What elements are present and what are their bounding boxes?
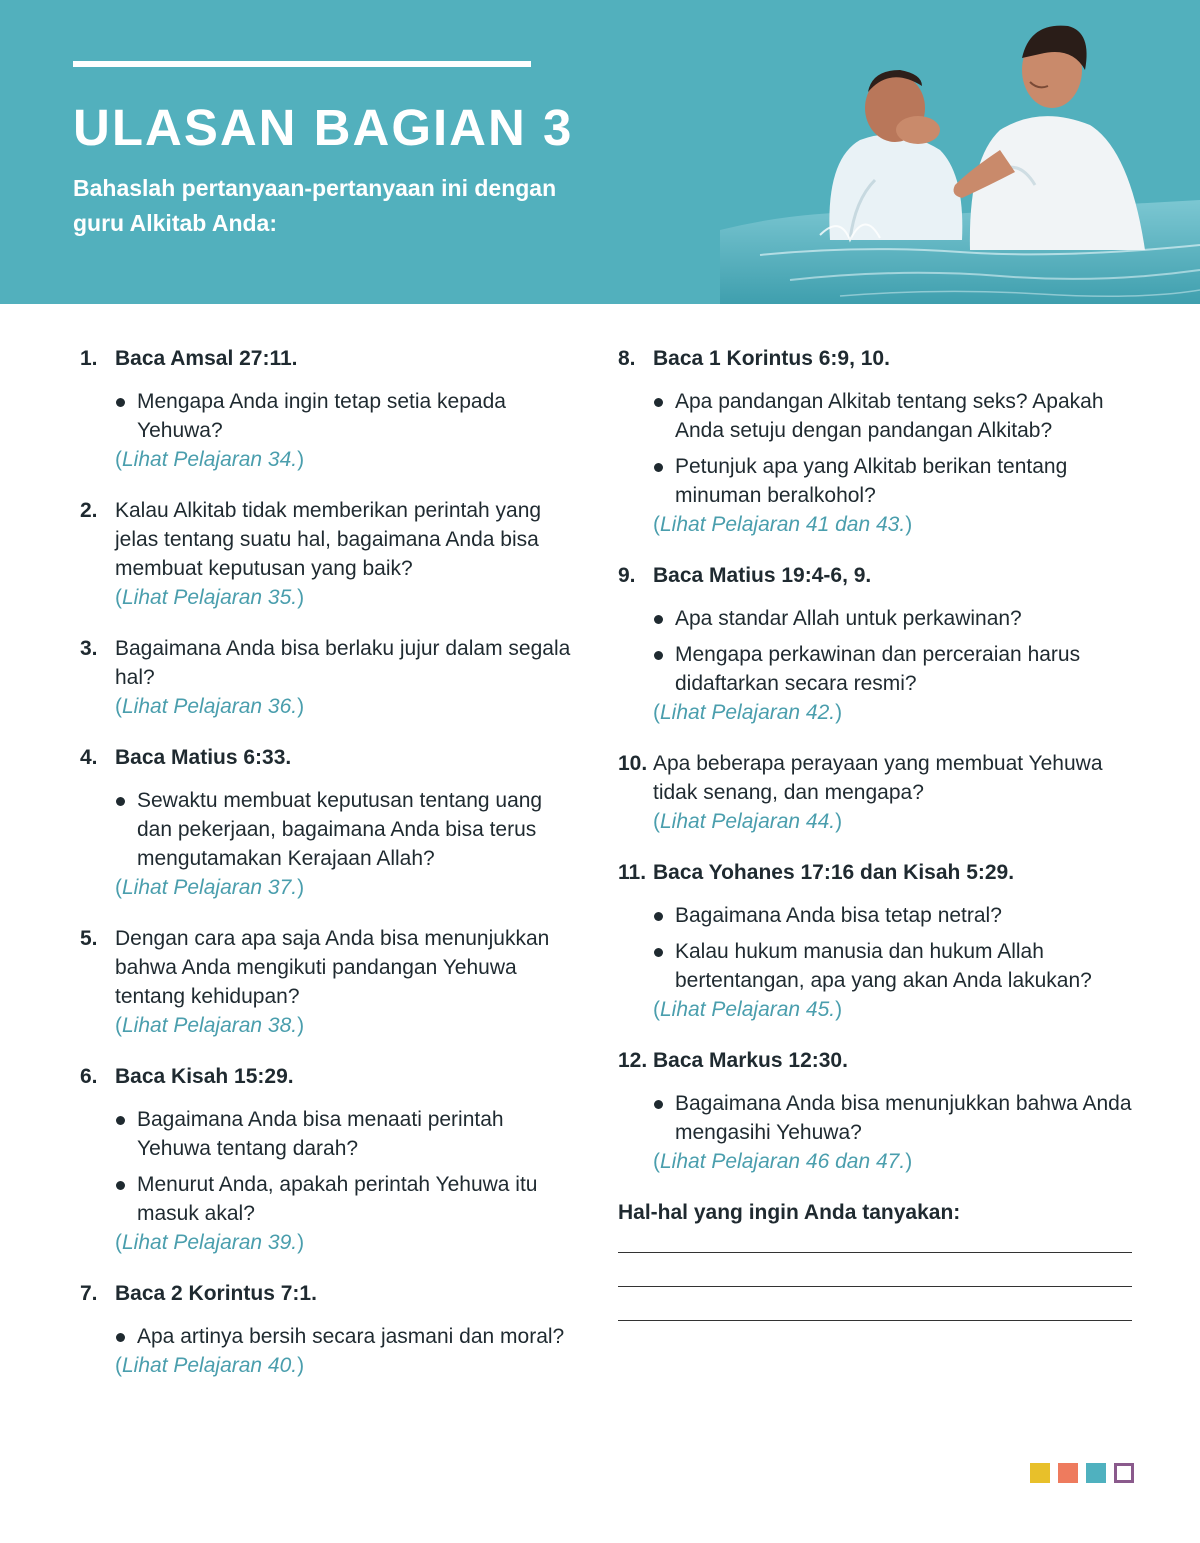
lesson-reference-text: Lihat Pelajaran 39. xyxy=(122,1231,298,1254)
lesson-reference-text: Lihat Pelajaran 38. xyxy=(122,1014,298,1037)
bullet-item: Petunjuk apa yang Alkitab berikan tentang minuman beralkohol? xyxy=(653,452,1138,510)
question-number: 8. xyxy=(618,347,636,370)
bullet-item: Bagaimana Anda bisa menunjukkan bahwa Anda mengasihi Yehuwa? xyxy=(653,1089,1138,1147)
question-item xyxy=(80,743,580,902)
header-banner xyxy=(0,0,1200,304)
question-item xyxy=(618,561,1138,727)
lesson-reference-text: Lihat Pelajaran 35. xyxy=(122,586,298,609)
header-rule xyxy=(73,61,531,67)
lesson-reference-text: Lihat Pelajaran 40. xyxy=(122,1354,298,1377)
notes-title: Hal-hal yang ingin Anda tanyakan: xyxy=(618,1201,961,1224)
color-square xyxy=(1030,1463,1050,1483)
bullet-item: Menurut Anda, apakah perintah Yehuwa itu masuk akal? xyxy=(115,1170,580,1228)
bullet-item: Kalau hukum manusia dan hukum Allah bertentangan, apa yang akan Anda lakukan? xyxy=(653,937,1138,995)
question-number: 2. xyxy=(80,499,98,522)
question-bullets xyxy=(653,387,1138,510)
question-item xyxy=(618,1046,1138,1176)
bullet-item: Mengapa perkawinan dan perceraian harus didaftarkan secara resmi? xyxy=(653,640,1138,698)
lesson-reference: (Lihat Pelajaran 34.) xyxy=(115,448,305,471)
question-number: 7. xyxy=(80,1282,98,1305)
lesson-reference: (Lihat Pelajaran 38.) xyxy=(115,1014,305,1037)
lesson-reference-text: Lihat Pelajaran 45. xyxy=(660,998,836,1021)
question-bullets xyxy=(653,1089,1138,1147)
question-text: Dengan cara apa saja Anda bisa menunjukkan bahwa Anda mengikuti pandangan Yehuwa tentang kehidupan? xyxy=(115,927,550,1008)
question-number: 9. xyxy=(618,564,636,587)
question-bullets xyxy=(115,1105,580,1228)
question-text: Apa beberapa perayaan yang membuat Yehuwa tidak senang, dan mengapa? xyxy=(653,752,1103,804)
question-text: Kalau Alkitab tidak memberikan perintah yang jelas tentang suatu hal, bagaimana Anda bisa membuat keputusan yang baik? xyxy=(115,499,542,580)
bullet-item: Apa standar Allah untuk perkawinan? xyxy=(653,604,1138,633)
question-bullets xyxy=(115,387,580,445)
note-line[interactable] xyxy=(618,1320,1132,1321)
bullet-item: Apa pandangan Alkitab tentang seks? Apakah Anda setuju dengan pandangan Alkitab? xyxy=(653,387,1138,445)
bullet-item: Bagaimana Anda bisa tetap netral? xyxy=(653,901,1138,930)
lesson-reference-text: Lihat Pelajaran 36. xyxy=(122,695,298,718)
lesson-reference-text: Lihat Pelajaran 44. xyxy=(660,810,836,833)
question-item xyxy=(618,344,1138,539)
question-bullets xyxy=(115,786,580,873)
questions-left-column xyxy=(80,344,580,1402)
question-text: Baca Matius 6:33. xyxy=(115,746,292,769)
lesson-reference-text: Lihat Pelajaran 34. xyxy=(122,448,298,471)
question-item xyxy=(80,634,580,721)
lesson-reference: (Lihat Pelajaran 36.) xyxy=(115,695,305,718)
color-square xyxy=(1086,1463,1106,1483)
question-text: Baca 2 Korintus 7:1. xyxy=(115,1282,317,1305)
bullet-item: Apa artinya bersih secara jasmani dan moral? xyxy=(115,1322,580,1351)
lesson-reference: (Lihat Pelajaran 39.) xyxy=(115,1231,305,1254)
bullet-item: Sewaktu membuat keputusan tentang uang dan pekerjaan, bagaimana Anda bisa terus mengutamakan Kerajaan Allah? xyxy=(115,786,580,873)
question-item xyxy=(80,344,580,474)
bullet-item: Bagaimana Anda bisa menaati perintah Yehuwa tentang darah? xyxy=(115,1105,580,1163)
question-number: 12. xyxy=(618,1049,648,1072)
question-number: 5. xyxy=(80,927,98,950)
lesson-reference: (Lihat Pelajaran 42.) xyxy=(653,701,843,724)
question-number: 10. xyxy=(618,752,648,775)
question-text: Baca Yohanes 17:16 dan Kisah 5:29. xyxy=(653,861,1015,884)
bullet-item: Mengapa Anda ingin tetap setia kepada Yehuwa? xyxy=(115,387,580,445)
lesson-reference: (Lihat Pelajaran 45.) xyxy=(653,998,843,1021)
question-bullets xyxy=(653,604,1138,698)
question-text: Baca Markus 12:30. xyxy=(653,1049,848,1072)
lesson-reference: (Lihat Pelajaran 44.) xyxy=(653,810,843,833)
lesson-reference: (Lihat Pelajaran 41 dan 43.) xyxy=(653,513,913,536)
lesson-reference-text: Lihat Pelajaran 41 dan 43. xyxy=(660,513,906,536)
lesson-reference-text: Lihat Pelajaran 46 dan 47. xyxy=(660,1150,906,1173)
question-text: Bagaimana Anda bisa berlaku jujur dalam segala hal? xyxy=(115,637,571,689)
question-text: Baca Matius 19:4-6, 9. xyxy=(653,564,872,587)
note-line[interactable] xyxy=(618,1252,1132,1253)
baptism-illustration xyxy=(700,0,1200,304)
page-title: ULASAN BAGIAN 3 xyxy=(73,99,574,156)
color-square xyxy=(1058,1463,1078,1483)
lesson-reference: (Lihat Pelajaran 35.) xyxy=(115,586,305,609)
question-bullets xyxy=(115,1322,580,1351)
lesson-reference: (Lihat Pelajaran 40.) xyxy=(115,1354,305,1377)
lesson-reference-text: Lihat Pelajaran 37. xyxy=(122,876,298,899)
question-number: 11. xyxy=(618,861,647,884)
question-text: Baca Kisah 15:29. xyxy=(115,1065,294,1088)
question-text: Baca Amsal 27:11. xyxy=(115,347,298,370)
question-item xyxy=(80,924,580,1040)
lesson-reference: (Lihat Pelajaran 37.) xyxy=(115,876,305,899)
questions-right-column xyxy=(618,344,1138,1321)
lesson-reference: (Lihat Pelajaran 46 dan 47.) xyxy=(653,1150,913,1173)
question-bullets xyxy=(653,901,1138,995)
color-square xyxy=(1114,1463,1134,1483)
question-item xyxy=(80,1062,580,1257)
question-number: 6. xyxy=(80,1065,98,1088)
question-number: 4. xyxy=(80,746,98,769)
question-text: Baca 1 Korintus 6:9, 10. xyxy=(653,347,890,370)
lesson-reference-text: Lihat Pelajaran 42. xyxy=(660,701,836,724)
page-subtitle: Bahaslah pertanyaan-pertanyaan ini dengan guru Alkitab Anda: xyxy=(73,175,557,236)
question-number: 1. xyxy=(80,347,98,370)
question-item xyxy=(618,858,1138,1024)
note-line[interactable] xyxy=(618,1286,1132,1287)
question-item xyxy=(80,496,580,612)
question-item xyxy=(80,1279,580,1380)
question-number: 3. xyxy=(80,637,98,660)
question-item xyxy=(618,749,1138,836)
